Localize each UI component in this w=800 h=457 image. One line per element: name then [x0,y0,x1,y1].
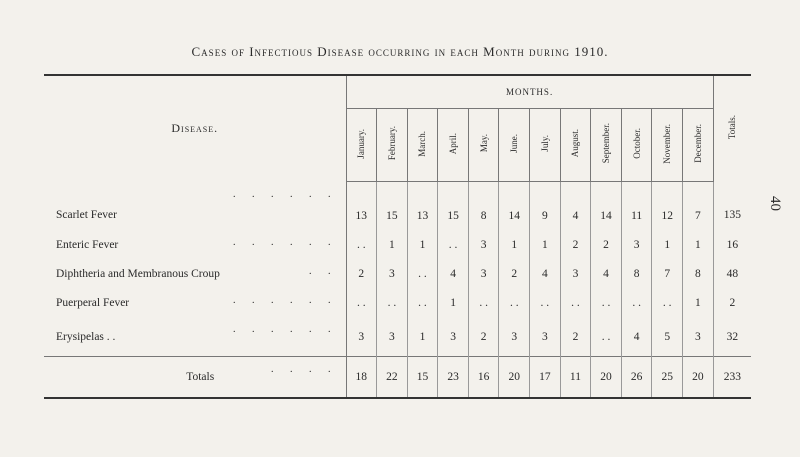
month-header [683,109,714,182]
month-value-cell: 25 [652,357,683,399]
month-value-cell: 7 [652,259,683,288]
month-value-cell: 16 [468,357,499,399]
table-row [44,317,751,357]
leader-dots: . . . . [271,364,338,375]
row-total-cell: 32 [726,330,739,343]
disease-name-cell [44,317,346,357]
month-value-cell: 3 [530,317,561,357]
month-label: December. [692,124,703,163]
month-value-cell: 1 [530,230,561,259]
month-value-cell: . . [407,288,438,317]
month-value-cell: . . [591,288,622,317]
month-value-cell: 23 [438,357,469,399]
table-row [44,288,751,317]
leader-dots: . . . . . . [233,324,338,335]
month-label: January. [356,128,367,159]
month-value-cell: . . [468,288,499,317]
month-value-cell: . . [560,288,591,317]
month-value-cell: 4 [438,259,469,288]
month-value-cell: 12 [652,182,683,231]
month-value-cell: 22 [377,357,408,399]
month-value-cell: 3 [683,317,714,357]
month-header [621,109,652,182]
month-value-cell: . . [346,288,377,317]
month-value-cell: 2 [468,317,499,357]
month-value-cell: . . [346,230,377,259]
month-value-cell: . . [591,317,622,357]
month-value-cell: 4 [560,182,591,231]
table-row [44,230,751,259]
table-row [44,259,751,288]
month-value-cell: 5 [652,317,683,357]
row-total-cell: 135 [723,209,742,222]
month-value-cell: 15 [377,182,408,231]
row-total-cell: 48 [726,267,739,280]
month-value-cell: . . [530,288,561,317]
month-value-cell: 1 [499,230,530,259]
month-value-cell: 3 [621,230,652,259]
month-value-cell: 11 [560,357,591,399]
disease-header: Disease. [44,75,346,182]
month-value-cell: 3 [468,259,499,288]
month-label: March. [417,130,428,157]
month-value-cell: 8 [621,259,652,288]
infectious-disease-table [44,74,751,399]
disease-name-cell [44,230,346,259]
month-value-cell: 7 [683,182,714,231]
month-header [438,109,469,182]
month-value-cell: 2 [591,230,622,259]
row-total-cell: 16 [726,238,739,251]
month-value-cell: 20 [499,357,530,399]
month-value-cell: 17 [530,357,561,399]
month-value-cell: 1 [652,230,683,259]
month-value-cell: 4 [591,259,622,288]
month-header [591,109,622,182]
month-value-cell: 2 [346,259,377,288]
month-value-cell: 4 [621,317,652,357]
month-value-cell: . . [499,288,530,317]
month-value-cell: 1 [683,288,714,317]
disease-name: Erysipelas . . [56,330,116,343]
month-label: September. [601,123,612,164]
month-header [560,109,591,182]
month-value-cell: 1 [407,317,438,357]
month-value-cell: 18 [346,357,377,399]
month-value-cell: 13 [407,182,438,231]
month-value-cell: 20 [683,357,714,399]
month-value-cell: . . [621,288,652,317]
table-row [44,182,751,231]
page-number: 40 [767,196,783,211]
leader-dots: . . . . . . [233,237,338,248]
month-value-cell: . . [652,288,683,317]
totals-header-label: Totals. [727,115,738,140]
disease-name: Scarlet Fever [56,209,117,222]
months-header: MONTHS. [346,75,713,109]
disease-name-cell [44,182,346,231]
month-value-cell: 3 [377,317,408,357]
month-label: August. [570,129,581,158]
row-total-cell: 233 [713,357,751,399]
month-label: November. [662,123,673,164]
month-value-cell: 11 [621,182,652,231]
month-header [652,109,683,182]
month-value-cell: 13 [346,182,377,231]
month-header [499,109,530,182]
month-value-cell: . . [438,230,469,259]
month-value-cell: . . [377,288,408,317]
month-value-cell: 1 [377,230,408,259]
month-label: April. [448,132,459,155]
disease-name: Puerperal Fever [56,296,130,309]
disease-name: Diphtheria and Membranous Croup [56,267,220,280]
month-value-cell: . . [407,259,438,288]
month-value-cell: 8 [468,182,499,231]
month-value-cell: 1 [407,230,438,259]
month-header [530,109,561,182]
month-value-cell: 4 [530,259,561,288]
month-value-cell: 2 [499,259,530,288]
leader-dots: . . [309,266,338,277]
disease-name: Enteric Fever [56,238,119,251]
month-value-cell: 15 [407,357,438,399]
month-value-cell: 26 [621,357,652,399]
row-total-cell: 2 [729,296,736,309]
leader-dots: . . . . . . [233,188,338,200]
month-value-cell: 20 [591,357,622,399]
month-value-cell: 2 [560,317,591,357]
month-value-cell: 14 [591,182,622,231]
totals-label: Totals [186,371,215,383]
totals-label-cell [44,357,346,399]
month-value-cell: 14 [499,182,530,231]
leader-dots: . . . . . . [233,295,338,306]
disease-name-cell [44,288,346,317]
month-value-cell: 3 [499,317,530,357]
month-header [407,109,438,182]
month-label: October. [631,128,642,159]
month-value-cell: 15 [438,182,469,231]
month-value-cell: 9 [530,182,561,231]
month-value-cell: 1 [683,230,714,259]
month-value-cell: 8 [683,259,714,288]
month-label: May. [478,134,489,153]
month-header [468,109,499,182]
month-value-cell: 3 [346,317,377,357]
month-value-cell: 3 [468,230,499,259]
month-label: July. [539,135,550,152]
month-label: February. [386,126,397,161]
totals-header [713,75,751,182]
month-header [346,109,377,182]
month-value-cell: 3 [560,259,591,288]
month-value-cell: 3 [377,259,408,288]
month-value-cell: 3 [438,317,469,357]
month-label: June. [509,134,520,153]
disease-name-cell [44,259,346,288]
month-header [377,109,408,182]
month-value-cell: 1 [438,288,469,317]
totals-row [44,357,751,399]
table-title: Cases of Infectious Disease occurring in each Month during 1910. [191,44,609,59]
month-value-cell: 2 [560,230,591,259]
